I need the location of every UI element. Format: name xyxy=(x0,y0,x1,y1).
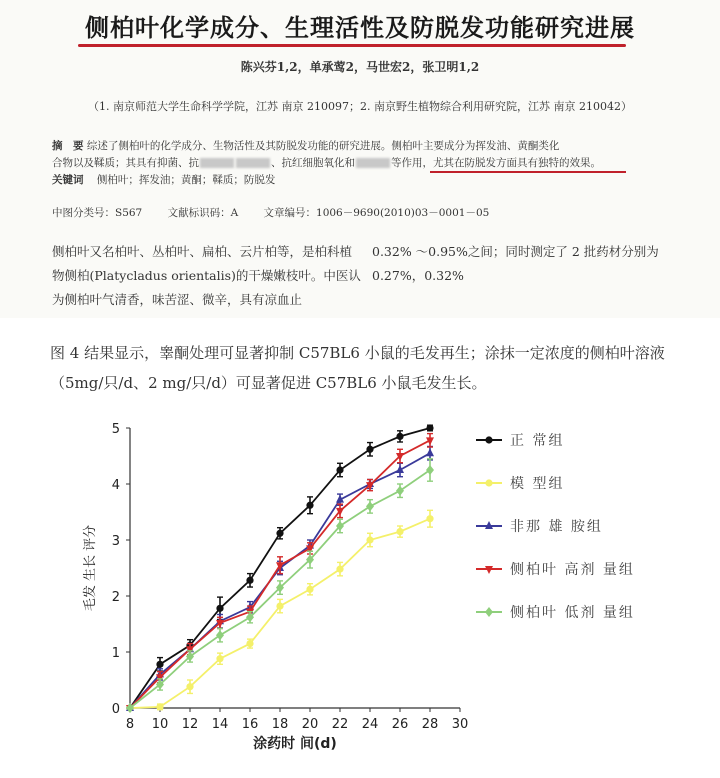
abstract-text-2b: 、抗红细胞氧化和 xyxy=(271,157,355,169)
x-tick-label: 30 xyxy=(451,717,469,732)
y-axis-label: 毛发 生长 评分 xyxy=(83,524,98,612)
chart-legend xyxy=(476,428,676,643)
data-point xyxy=(396,528,403,535)
legend-item xyxy=(476,514,676,557)
keywords-label: 关键词 xyxy=(52,174,84,186)
paper-affiliation: （1. 南京师范大学生命科学学院，江苏 南京 210097；2. 南京野生植物综合利用研究院，江苏 南京 210042） xyxy=(88,100,632,113)
legend-label: 侧柏叶 高剂 量组 xyxy=(510,562,635,578)
x-tick-label: 20 xyxy=(301,717,319,732)
y-tick-label: 1 xyxy=(111,646,120,661)
legend-label: 侧柏叶 低剂 量组 xyxy=(510,605,635,621)
paper-abstract xyxy=(52,138,672,189)
data-point xyxy=(276,602,283,609)
chart-plot-area xyxy=(126,424,434,713)
series-2 xyxy=(126,510,433,711)
abstract-text-1: 综述了侧柏叶的化学成分、生物活性及其防脱发功能的研究进展。侧柏叶主要成分为挥发油、黄酮类化 xyxy=(86,140,560,152)
legend-marker xyxy=(476,429,502,451)
y-tick-label: 3 xyxy=(111,534,120,549)
data-point xyxy=(156,703,163,710)
legend-label: 模 型组 xyxy=(510,476,565,492)
data-point xyxy=(485,521,493,529)
data-point xyxy=(426,424,433,431)
data-point xyxy=(216,655,223,662)
abstract-line-2 xyxy=(52,155,672,172)
data-point xyxy=(366,536,373,543)
y-tick-label: 2 xyxy=(111,590,120,605)
legend-item xyxy=(476,428,676,471)
abstract-text-2a: 合物以及鞣质；其具有抑菌、抗 xyxy=(52,157,199,169)
hair-growth-chart xyxy=(80,416,470,766)
abstract-text-2c: 等作用， xyxy=(391,157,433,169)
keywords-line xyxy=(52,172,672,189)
data-point xyxy=(216,630,224,640)
legend-marker xyxy=(476,472,502,494)
series-3 xyxy=(126,446,434,711)
article-number: 文章编号：1006－9690(2010)03－0001－05 xyxy=(263,207,490,219)
x-tick-label: 16 xyxy=(241,717,259,732)
data-point xyxy=(366,446,373,453)
data-point xyxy=(156,661,163,668)
x-tick-label: 24 xyxy=(361,717,379,732)
data-point xyxy=(426,465,434,475)
meta-row xyxy=(52,205,511,220)
legend-item xyxy=(476,600,676,643)
data-point xyxy=(216,605,223,612)
data-point xyxy=(485,479,492,486)
x-tick-label: 12 xyxy=(181,717,199,732)
data-point xyxy=(336,466,343,473)
series-5 xyxy=(126,459,434,713)
keywords: 侧柏叶；挥发油；黄酮；鞣质；防脱发 xyxy=(96,174,276,186)
y-tick-label: 5 xyxy=(111,422,120,437)
chart-axes xyxy=(112,422,469,732)
x-tick-label: 22 xyxy=(331,717,349,732)
data-point xyxy=(426,515,433,522)
redacted-text xyxy=(200,158,234,168)
data-point xyxy=(306,586,313,593)
x-tick-label: 26 xyxy=(391,717,409,732)
legend-label: 正 常组 xyxy=(510,433,565,449)
data-point xyxy=(306,502,313,509)
classification-number: 中图分类号：S567 xyxy=(52,207,143,219)
data-point xyxy=(246,640,253,647)
abstract-label: 摘 要 xyxy=(52,140,84,152)
y-tick-label: 4 xyxy=(111,478,120,493)
x-tick-label: 18 xyxy=(271,717,289,732)
paper-excerpt xyxy=(0,0,720,318)
data-point xyxy=(485,607,493,617)
figure-caption: 图 4 结果显示，睾酮处理可显著抑制 C57BL6 小鼠的毛发再生；涂抹一定浓度的侧柏叶溶液（5mg/只/d、2 mg/只/d）可显著促进 C57BL6 小鼠毛发生长。 xyxy=(50,344,665,392)
legend-item xyxy=(476,557,676,600)
data-point xyxy=(336,566,343,573)
redacted-text xyxy=(356,158,390,168)
data-point xyxy=(396,433,403,440)
data-point xyxy=(426,448,434,456)
highlight-underline xyxy=(430,171,626,173)
data-point xyxy=(396,486,404,496)
title-underline xyxy=(78,44,626,47)
x-tick-label: 8 xyxy=(125,717,135,732)
legend-marker xyxy=(476,601,502,623)
x-tick-label: 14 xyxy=(211,717,229,732)
legend-marker xyxy=(476,515,502,537)
legend-marker xyxy=(476,558,502,580)
data-point xyxy=(485,566,493,574)
y-tick-label: 0 xyxy=(111,702,120,717)
paper-title: 侧柏叶化学成分、生理活性及防脱发功能研究进展 xyxy=(85,14,635,42)
x-tick-label: 10 xyxy=(151,717,169,732)
redacted-text xyxy=(236,158,270,168)
abstract-highlight: 尤其在防脱发方面具有独特的效果。 xyxy=(433,157,601,169)
legend-label: 非那 雄 胺组 xyxy=(510,519,603,535)
legend-item xyxy=(476,471,676,514)
x-tick-label: 28 xyxy=(421,717,439,732)
data-point xyxy=(276,530,283,537)
data-point xyxy=(186,683,193,690)
data-point xyxy=(485,436,492,443)
x-axis-label: 涂药时 间(d) xyxy=(253,736,337,752)
document-code: 文献标识码：A xyxy=(167,207,239,219)
data-point xyxy=(246,577,253,584)
data-point xyxy=(366,501,374,511)
body-text-right: 0.32% ～0.95%之间；同时测定了 2 批药材分别为 0.27%，0.32% xyxy=(372,244,659,283)
abstract-line-1 xyxy=(52,138,672,155)
body-text-left: 侧柏叶又名柏叶、丛柏叶、扁柏、云片柏等，是柏科植物侧柏(Platycladus orientalis)的干燥嫩枝叶。中医认为侧柏叶气清香，味苦涩、微辛，具有凉血止 xyxy=(52,244,361,307)
paper-authors: 陈兴芬1,2，单承莺2，马世宏2，张卫明1,2 xyxy=(240,60,480,74)
